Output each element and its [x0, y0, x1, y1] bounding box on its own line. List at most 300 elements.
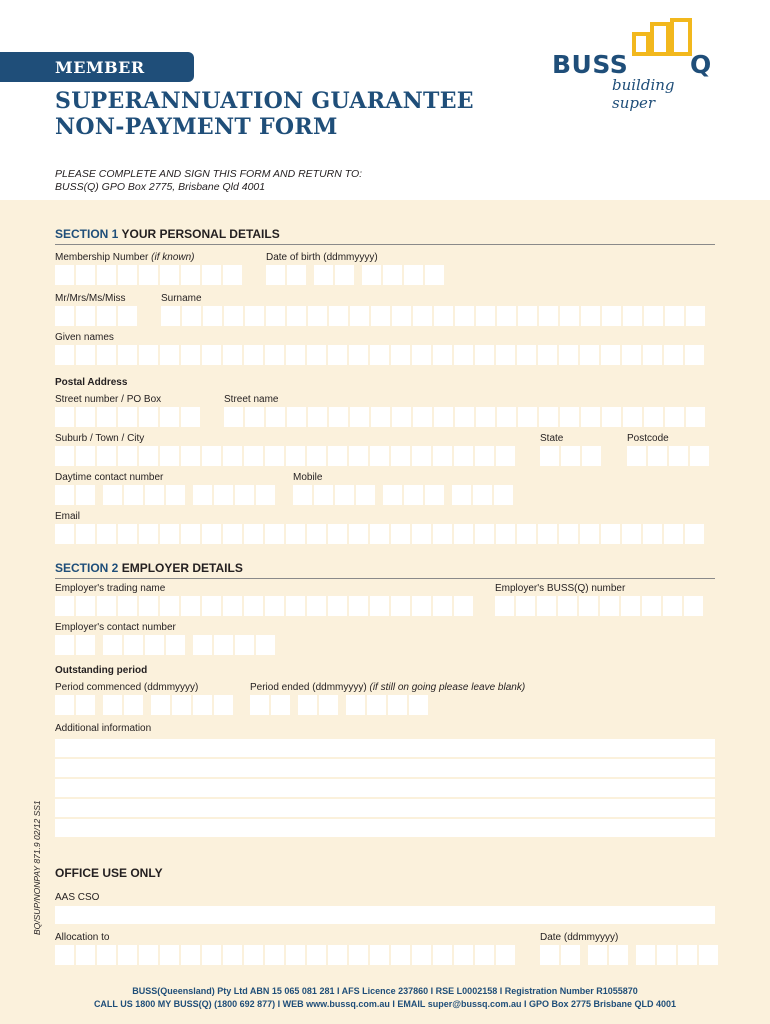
char-box[interactable] — [266, 306, 285, 326]
char-box[interactable] — [160, 265, 179, 285]
char-box[interactable] — [391, 524, 410, 544]
char-box[interactable] — [76, 635, 95, 655]
suburb-boxes[interactable] — [55, 446, 517, 466]
postcode-boxes[interactable] — [627, 446, 711, 466]
char-box[interactable] — [622, 524, 641, 544]
char-box[interactable] — [476, 306, 495, 326]
char-box[interactable] — [124, 635, 143, 655]
char-box[interactable] — [223, 446, 242, 466]
char-box[interactable] — [561, 446, 580, 466]
char-box[interactable] — [244, 596, 263, 616]
char-box[interactable] — [685, 345, 704, 365]
char-box[interactable] — [139, 265, 158, 285]
char-box[interactable] — [537, 596, 556, 616]
char-box[interactable] — [202, 345, 221, 365]
char-box[interactable] — [97, 306, 116, 326]
char-box[interactable] — [214, 635, 233, 655]
char-box[interactable] — [433, 945, 452, 965]
char-box[interactable] — [664, 524, 683, 544]
char-box[interactable] — [214, 695, 233, 715]
char-box[interactable] — [404, 485, 423, 505]
mobile-boxes[interactable] — [293, 485, 515, 505]
char-box[interactable] — [193, 635, 212, 655]
char-box[interactable] — [265, 596, 284, 616]
char-box[interactable] — [286, 945, 305, 965]
char-box[interactable] — [160, 945, 179, 965]
char-box[interactable] — [328, 596, 347, 616]
char-box[interactable] — [433, 596, 452, 616]
char-box[interactable] — [383, 265, 402, 285]
char-box[interactable] — [539, 407, 558, 427]
char-box[interactable] — [540, 446, 559, 466]
char-box[interactable] — [223, 596, 242, 616]
bussq-number-boxes[interactable] — [495, 596, 705, 616]
char-box[interactable] — [250, 695, 269, 715]
char-box[interactable] — [657, 945, 676, 965]
char-box[interactable] — [454, 345, 473, 365]
char-box[interactable] — [383, 485, 402, 505]
char-box[interactable] — [76, 485, 95, 505]
char-box[interactable] — [648, 446, 667, 466]
char-box[interactable] — [160, 524, 179, 544]
char-box[interactable] — [139, 345, 158, 365]
char-box[interactable] — [76, 446, 95, 466]
char-box[interactable] — [181, 265, 200, 285]
char-box[interactable] — [160, 446, 179, 466]
char-box[interactable] — [370, 524, 389, 544]
char-box[interactable] — [600, 596, 619, 616]
char-box[interactable] — [287, 306, 306, 326]
char-box[interactable] — [371, 407, 390, 427]
char-box[interactable] — [118, 345, 137, 365]
char-box[interactable] — [349, 345, 368, 365]
char-box[interactable] — [202, 524, 221, 544]
char-box[interactable] — [160, 596, 179, 616]
char-box[interactable] — [55, 635, 74, 655]
period-commenced-boxes[interactable] — [55, 695, 235, 715]
char-box[interactable] — [349, 524, 368, 544]
char-box[interactable] — [76, 265, 95, 285]
char-box[interactable] — [298, 695, 317, 715]
char-box[interactable] — [181, 407, 200, 427]
char-box[interactable] — [118, 407, 137, 427]
char-box[interactable] — [308, 306, 327, 326]
char-box[interactable] — [690, 446, 709, 466]
char-box[interactable] — [55, 345, 74, 365]
char-box[interactable] — [678, 945, 697, 965]
char-box[interactable] — [540, 945, 559, 965]
char-box[interactable] — [663, 596, 682, 616]
dob-boxes[interactable] — [266, 265, 446, 285]
char-box[interactable] — [329, 306, 348, 326]
char-box[interactable] — [497, 407, 516, 427]
char-box[interactable] — [314, 485, 333, 505]
char-box[interactable] — [581, 306, 600, 326]
char-box[interactable] — [425, 265, 444, 285]
char-box[interactable] — [496, 446, 515, 466]
char-box[interactable] — [392, 306, 411, 326]
char-box[interactable] — [699, 945, 718, 965]
char-box[interactable] — [55, 596, 74, 616]
char-box[interactable] — [496, 945, 515, 965]
char-box[interactable] — [97, 524, 116, 544]
char-box[interactable] — [388, 695, 407, 715]
char-box[interactable] — [391, 345, 410, 365]
char-box[interactable] — [97, 596, 116, 616]
char-box[interactable] — [350, 306, 369, 326]
char-box[interactable] — [391, 596, 410, 616]
char-box[interactable] — [413, 407, 432, 427]
char-box[interactable] — [356, 485, 375, 505]
char-box[interactable] — [124, 485, 143, 505]
char-box[interactable] — [622, 345, 641, 365]
char-box[interactable] — [370, 945, 389, 965]
char-box[interactable] — [328, 524, 347, 544]
char-box[interactable] — [55, 945, 74, 965]
char-box[interactable] — [265, 945, 284, 965]
char-box[interactable] — [76, 407, 95, 427]
char-box[interactable] — [601, 524, 620, 544]
char-box[interactable] — [621, 596, 640, 616]
char-box[interactable] — [202, 265, 221, 285]
char-box[interactable] — [475, 446, 494, 466]
additional-info-line-5[interactable] — [55, 819, 715, 837]
char-box[interactable] — [265, 524, 284, 544]
additional-info-line-3[interactable] — [55, 779, 715, 797]
char-box[interactable] — [214, 485, 233, 505]
char-box[interactable] — [256, 635, 275, 655]
char-box[interactable] — [413, 306, 432, 326]
char-box[interactable] — [602, 306, 621, 326]
char-box[interactable] — [307, 945, 326, 965]
char-box[interactable] — [412, 945, 431, 965]
char-box[interactable] — [286, 596, 305, 616]
char-box[interactable] — [145, 635, 164, 655]
char-box[interactable] — [367, 695, 386, 715]
char-box[interactable] — [286, 524, 305, 544]
char-box[interactable] — [558, 596, 577, 616]
char-box[interactable] — [475, 945, 494, 965]
char-box[interactable] — [256, 485, 275, 505]
email-boxes[interactable] — [55, 524, 706, 544]
char-box[interactable] — [362, 265, 381, 285]
char-box[interactable] — [76, 524, 95, 544]
char-box[interactable] — [139, 596, 158, 616]
char-box[interactable] — [623, 407, 642, 427]
salutation-boxes[interactable] — [55, 306, 139, 326]
char-box[interactable] — [642, 596, 661, 616]
char-box[interactable] — [118, 265, 137, 285]
char-box[interactable] — [601, 345, 620, 365]
char-box[interactable] — [223, 265, 242, 285]
char-box[interactable] — [433, 446, 452, 466]
char-box[interactable] — [202, 446, 221, 466]
char-box[interactable] — [581, 407, 600, 427]
char-box[interactable] — [139, 945, 158, 965]
char-box[interactable] — [160, 407, 179, 427]
char-box[interactable] — [495, 596, 514, 616]
char-box[interactable] — [644, 306, 663, 326]
char-box[interactable] — [370, 596, 389, 616]
char-box[interactable] — [664, 345, 683, 365]
char-box[interactable] — [166, 485, 185, 505]
char-box[interactable] — [644, 407, 663, 427]
char-box[interactable] — [124, 695, 143, 715]
char-box[interactable] — [245, 306, 264, 326]
char-box[interactable] — [559, 524, 578, 544]
char-box[interactable] — [151, 695, 170, 715]
char-box[interactable] — [235, 635, 254, 655]
char-box[interactable] — [454, 596, 473, 616]
char-box[interactable] — [538, 524, 557, 544]
char-box[interactable] — [433, 345, 452, 365]
char-box[interactable] — [172, 695, 191, 715]
char-box[interactable] — [665, 306, 684, 326]
char-box[interactable] — [517, 345, 536, 365]
char-box[interactable] — [266, 265, 285, 285]
char-box[interactable] — [265, 345, 284, 365]
char-box[interactable] — [181, 446, 200, 466]
char-box[interactable] — [319, 695, 338, 715]
char-box[interactable] — [370, 345, 389, 365]
char-box[interactable] — [287, 265, 306, 285]
char-box[interactable] — [193, 695, 212, 715]
char-box[interactable] — [371, 306, 390, 326]
char-box[interactable] — [55, 524, 74, 544]
char-box[interactable] — [392, 407, 411, 427]
char-box[interactable] — [433, 524, 452, 544]
char-box[interactable] — [685, 524, 704, 544]
char-box[interactable] — [561, 945, 580, 965]
aas-cso-line[interactable] — [55, 906, 715, 924]
char-box[interactable] — [244, 345, 263, 365]
char-box[interactable] — [307, 446, 326, 466]
char-box[interactable] — [182, 306, 201, 326]
char-box[interactable] — [516, 596, 535, 616]
char-box[interactable] — [473, 485, 492, 505]
char-box[interactable] — [346, 695, 365, 715]
char-box[interactable] — [454, 446, 473, 466]
char-box[interactable] — [266, 407, 285, 427]
char-box[interactable] — [627, 446, 646, 466]
office-date-boxes[interactable] — [540, 945, 720, 965]
char-box[interactable] — [307, 345, 326, 365]
char-box[interactable] — [580, 524, 599, 544]
char-box[interactable] — [350, 407, 369, 427]
char-box[interactable] — [118, 596, 137, 616]
char-box[interactable] — [314, 265, 333, 285]
additional-info-line-1[interactable] — [55, 739, 715, 757]
char-box[interactable] — [181, 945, 200, 965]
period-ended-boxes[interactable] — [250, 695, 430, 715]
char-box[interactable] — [244, 945, 263, 965]
char-box[interactable] — [97, 945, 116, 965]
char-box[interactable] — [103, 485, 122, 505]
char-box[interactable] — [434, 407, 453, 427]
char-box[interactable] — [76, 345, 95, 365]
char-box[interactable] — [454, 945, 473, 965]
membership-number-boxes[interactable] — [55, 265, 244, 285]
char-box[interactable] — [55, 306, 74, 326]
char-box[interactable] — [139, 524, 158, 544]
char-box[interactable] — [454, 524, 473, 544]
char-box[interactable] — [166, 635, 185, 655]
char-box[interactable] — [496, 524, 515, 544]
char-box[interactable] — [118, 524, 137, 544]
char-box[interactable] — [203, 306, 222, 326]
char-box[interactable] — [560, 407, 579, 427]
char-box[interactable] — [412, 446, 431, 466]
char-box[interactable] — [271, 695, 290, 715]
char-box[interactable] — [76, 306, 95, 326]
char-box[interactable] — [223, 524, 242, 544]
trading-name-boxes[interactable] — [55, 596, 475, 616]
char-box[interactable] — [580, 345, 599, 365]
char-box[interactable] — [476, 407, 495, 427]
allocation-boxes[interactable] — [55, 945, 517, 965]
char-box[interactable] — [669, 446, 688, 466]
char-box[interactable] — [665, 407, 684, 427]
char-box[interactable] — [391, 945, 410, 965]
char-box[interactable] — [636, 945, 655, 965]
char-box[interactable] — [118, 945, 137, 965]
char-box[interactable] — [286, 345, 305, 365]
char-box[interactable] — [97, 345, 116, 365]
street-name-boxes[interactable] — [224, 407, 707, 427]
char-box[interactable] — [602, 407, 621, 427]
additional-info-line-2[interactable] — [55, 759, 715, 777]
char-box[interactable] — [560, 306, 579, 326]
char-box[interactable] — [307, 524, 326, 544]
char-box[interactable] — [412, 596, 431, 616]
char-box[interactable] — [559, 345, 578, 365]
char-box[interactable] — [118, 306, 137, 326]
char-box[interactable] — [55, 446, 74, 466]
char-box[interactable] — [684, 596, 703, 616]
char-box[interactable] — [223, 945, 242, 965]
char-box[interactable] — [412, 345, 431, 365]
char-box[interactable] — [193, 485, 212, 505]
char-box[interactable] — [97, 446, 116, 466]
char-box[interactable] — [224, 407, 243, 427]
char-box[interactable] — [335, 485, 354, 505]
char-box[interactable] — [202, 945, 221, 965]
char-box[interactable] — [452, 485, 471, 505]
char-box[interactable] — [391, 446, 410, 466]
char-box[interactable] — [518, 306, 537, 326]
char-box[interactable] — [370, 446, 389, 466]
char-box[interactable] — [76, 695, 95, 715]
char-box[interactable] — [455, 407, 474, 427]
char-box[interactable] — [496, 345, 515, 365]
additional-info-line-4[interactable] — [55, 799, 715, 817]
char-box[interactable] — [579, 596, 598, 616]
char-box[interactable] — [517, 524, 536, 544]
char-box[interactable] — [161, 306, 180, 326]
char-box[interactable] — [497, 306, 516, 326]
state-boxes[interactable] — [540, 446, 603, 466]
char-box[interactable] — [244, 524, 263, 544]
char-box[interactable] — [455, 306, 474, 326]
char-box[interactable] — [518, 407, 537, 427]
daytime-contact-boxes[interactable] — [55, 485, 277, 505]
char-box[interactable] — [349, 446, 368, 466]
char-box[interactable] — [55, 407, 74, 427]
char-box[interactable] — [202, 596, 221, 616]
char-box[interactable] — [55, 485, 74, 505]
char-box[interactable] — [582, 446, 601, 466]
char-box[interactable] — [160, 345, 179, 365]
char-box[interactable] — [494, 485, 513, 505]
char-box[interactable] — [103, 635, 122, 655]
char-box[interactable] — [623, 306, 642, 326]
char-box[interactable] — [223, 345, 242, 365]
char-box[interactable] — [76, 596, 95, 616]
char-box[interactable] — [55, 265, 74, 285]
char-box[interactable] — [97, 265, 116, 285]
char-box[interactable] — [475, 345, 494, 365]
given-names-boxes[interactable] — [55, 345, 706, 365]
char-box[interactable] — [181, 524, 200, 544]
char-box[interactable] — [139, 446, 158, 466]
char-box[interactable] — [643, 524, 662, 544]
char-box[interactable] — [539, 306, 558, 326]
char-box[interactable] — [76, 945, 95, 965]
char-box[interactable] — [328, 945, 347, 965]
char-box[interactable] — [139, 407, 158, 427]
char-box[interactable] — [308, 407, 327, 427]
char-box[interactable] — [245, 407, 264, 427]
char-box[interactable] — [293, 485, 312, 505]
char-box[interactable] — [643, 345, 662, 365]
char-box[interactable] — [118, 446, 137, 466]
employer-contact-boxes[interactable] — [55, 635, 277, 655]
char-box[interactable] — [686, 306, 705, 326]
char-box[interactable] — [224, 306, 243, 326]
char-box[interactable] — [181, 596, 200, 616]
char-box[interactable] — [181, 345, 200, 365]
street-number-boxes[interactable] — [55, 407, 202, 427]
char-box[interactable] — [538, 345, 557, 365]
char-box[interactable] — [103, 695, 122, 715]
char-box[interactable] — [55, 695, 74, 715]
char-box[interactable] — [329, 407, 348, 427]
char-box[interactable] — [265, 446, 284, 466]
surname-boxes[interactable] — [161, 306, 707, 326]
char-box[interactable] — [328, 446, 347, 466]
char-box[interactable] — [412, 524, 431, 544]
char-box[interactable] — [609, 945, 628, 965]
char-box[interactable] — [404, 265, 423, 285]
char-box[interactable] — [475, 524, 494, 544]
char-box[interactable] — [235, 485, 254, 505]
char-box[interactable] — [287, 407, 306, 427]
char-box[interactable] — [349, 945, 368, 965]
char-box[interactable] — [307, 596, 326, 616]
char-box[interactable] — [349, 596, 368, 616]
char-box[interactable] — [434, 306, 453, 326]
char-box[interactable] — [409, 695, 428, 715]
char-box[interactable] — [97, 407, 116, 427]
char-box[interactable] — [425, 485, 444, 505]
char-box[interactable] — [588, 945, 607, 965]
char-box[interactable] — [328, 345, 347, 365]
char-box[interactable] — [145, 485, 164, 505]
char-box[interactable] — [286, 446, 305, 466]
char-box[interactable] — [686, 407, 705, 427]
char-box[interactable] — [335, 265, 354, 285]
char-box[interactable] — [244, 446, 263, 466]
